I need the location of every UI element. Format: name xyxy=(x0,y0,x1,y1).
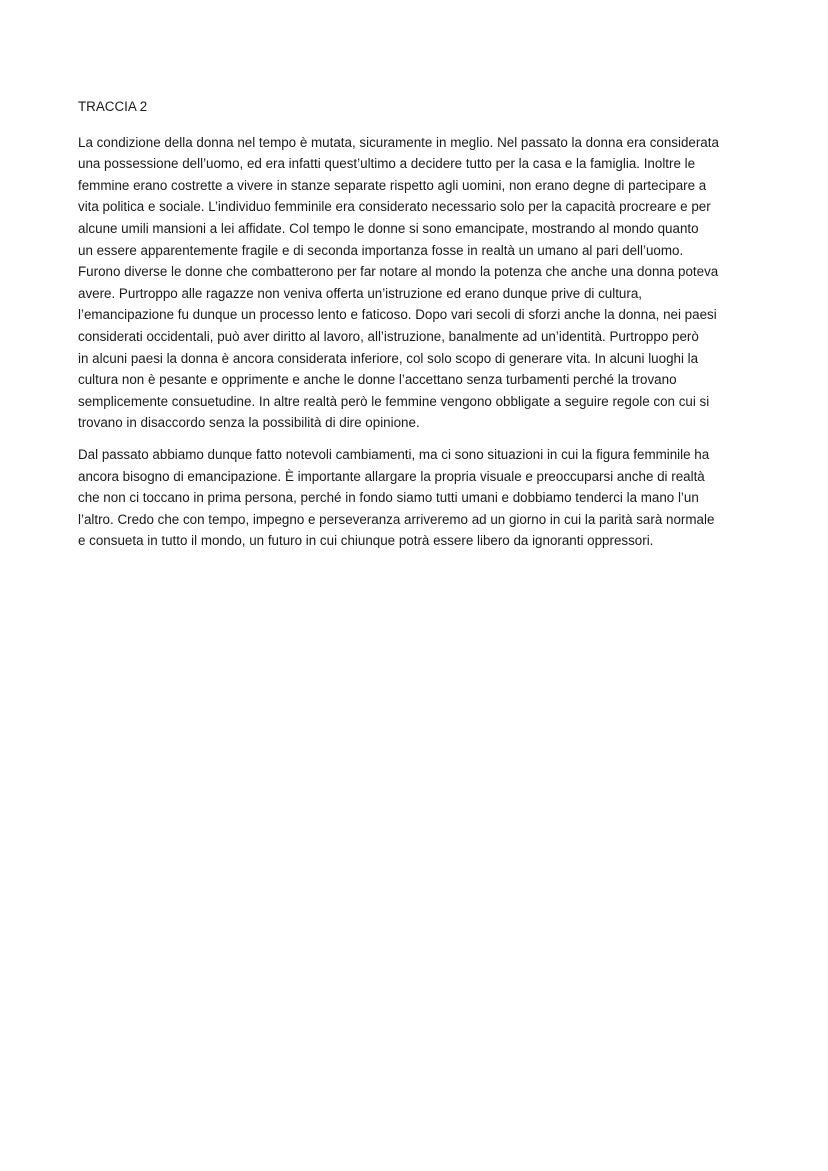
text-line: Dal passato abbiamo dunque fatto notevoli cambiamenti, ma ci sono situazioni in cui la figura femminile ha xyxy=(78,446,710,462)
text-line: l’emancipazione fu dunque un processo lento e faticoso. Dopo vari secoli di sforzi anche la donna, nei paesi xyxy=(78,307,717,323)
text-line: una possessione dell’uomo, ed era infatti quest’ultimo a decidere tutto per la casa e la famiglia. Inoltre le xyxy=(78,156,696,172)
text-line: l’altro. Credo che con tempo, impegno e perseveranza arriveremo ad un giorno in cui la parità sarà normale xyxy=(78,511,715,527)
text-line: un essere apparentemente fragile e di seconda importanza fosse in realtà un umano al pari dell’uomo. xyxy=(78,242,684,258)
text-line: considerati occidentali, può aver diritto al lavoro, all’istruzione, banalmente ad un’identità. Purtroppo però xyxy=(78,328,699,344)
text-line: avere. Purtroppo alle ragazze non veniva offerta un’istruzione ed erano dunque prive di cultura, xyxy=(78,285,643,301)
document-body xyxy=(78,96,754,562)
text-line: La condizione della donna nel tempo è mutata, sicuramente in meglio. Nel passato la donna era considerata xyxy=(78,134,719,150)
text-line: ancora bisogno di emancipazione. È importante allargare la propria visuale e preoccuparsi anche di realtà xyxy=(78,468,705,484)
text-line: e consueta in tutto il mondo, un futuro in cui chiunque potrà essere libero da ignoranti oppressori. xyxy=(78,533,654,549)
text-line: semplicemente consuetudine. In altre realtà però le femmine vengono obbligate a seguire regole con cui si xyxy=(78,393,710,409)
paragraph-1 xyxy=(78,132,754,434)
text-line: Furono diverse le donne che combatterono per far notare al mondo la potenza che anche una donna poteva xyxy=(78,264,719,280)
document-title: TRACCIA 2 xyxy=(78,99,148,114)
text-line: cultura non è pesante e opprimente e anche le donne l’accettano senza turbamenti perché la trovano xyxy=(78,372,677,388)
text-line: che non ci toccano in prima persona, perché in fondo siamo tutti umani e dobbiamo tenderci la mano l’un xyxy=(78,490,699,506)
text-line: alcune umili mansioni a lei affidate. Col tempo le donne si sono emancipate, mostrando al mondo quanto xyxy=(78,220,699,236)
text-line: trovano in disaccordo senza la possibilità di dire opinione. xyxy=(78,415,420,431)
text-line: vita politica e sociale. L’individuo femminile era considerato necessario solo per la capacità procreare e per xyxy=(78,199,711,215)
text-line: femmine erano costrette a vivere in stanze separate rispetto agli uomini, non erano degne di partecipare a xyxy=(78,177,707,193)
text-line: in alcuni paesi la donna è ancora considerata inferiore, col solo scopo di generare vita. In alcuni luoghi la xyxy=(78,350,699,366)
paragraph-2 xyxy=(78,444,754,552)
